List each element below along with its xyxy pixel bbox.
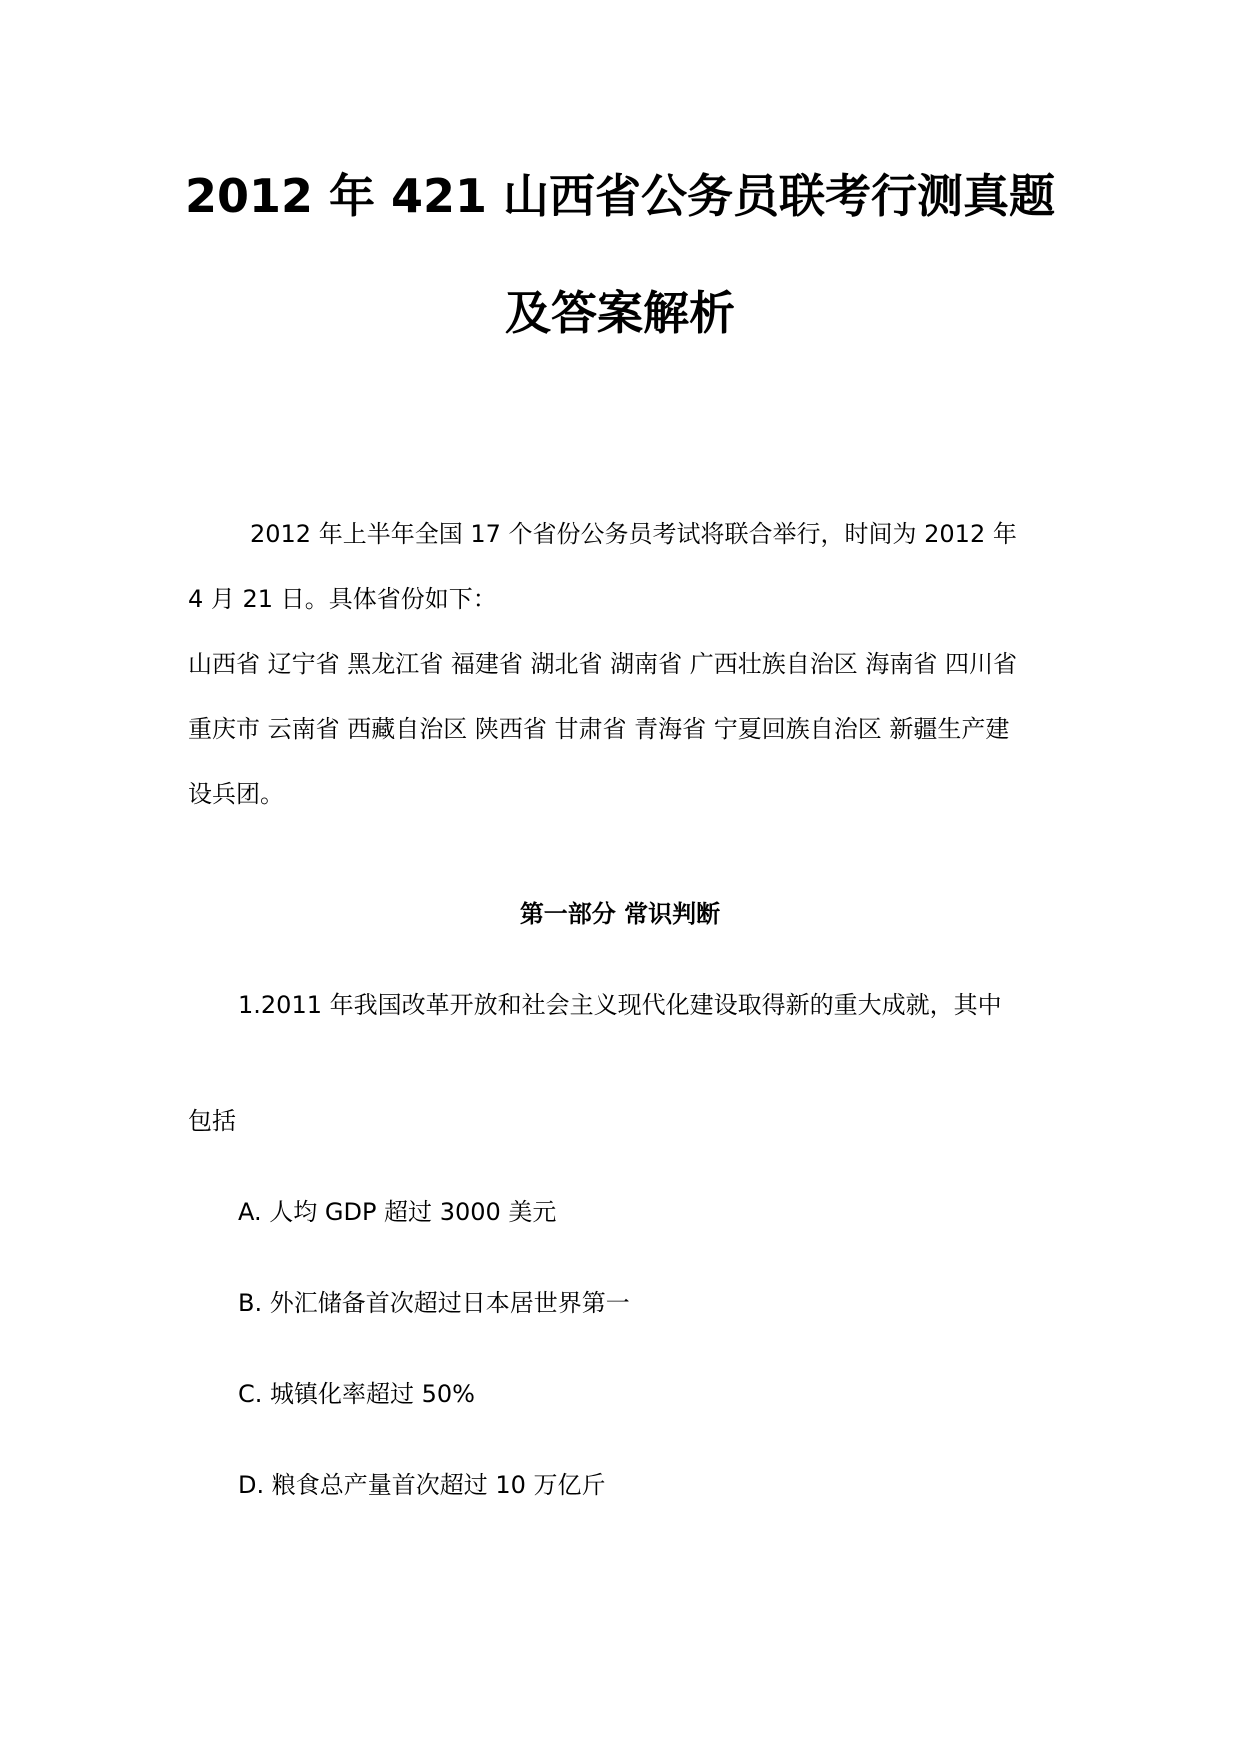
province-list-line-1: 山西省 辽宁省 黑龙江省 福建省 湖北省 湖南省 广西壮族自治区 海南省 四川省: [188, 650, 1018, 678]
question-1-option-d: D. 粮食总产量首次超过 10 万亿斤: [238, 1471, 606, 1499]
province-list-line-2: 重庆市 云南省 西藏自治区 陕西省 甘肃省 青海省 宁夏回族自治区 新疆生产建: [188, 715, 1010, 743]
question-1-option-c: C. 城镇化率超过 50%: [238, 1380, 475, 1408]
section-heading: 第一部分 常识判断: [519, 900, 721, 928]
intro-paragraph-line-2: 4 月 21 日。具体省份如下：: [188, 585, 497, 613]
province-list-line-3: 设兵团。: [188, 780, 284, 808]
question-1-option-a: A. 人均 GDP 超过 3000 美元: [238, 1198, 557, 1226]
document-title-line-2: 及答案解析: [505, 286, 735, 340]
question-1-stem-line-1: 1.2011 年我国改革开放和社会主义现代化建设取得新的重大成就，其中: [238, 991, 1002, 1019]
question-1-stem-line-2: 包括: [188, 1107, 236, 1135]
question-1-option-b: B. 外汇储备首次超过日本居世界第一: [238, 1289, 630, 1317]
document-title-line-1: 2012 年 421 山西省公务员联考行测真题: [184, 169, 1056, 223]
intro-paragraph-line-1: 2012 年上半年全国 17 个省份公务员考试将联合举行，时间为 2012 年: [250, 520, 1017, 548]
